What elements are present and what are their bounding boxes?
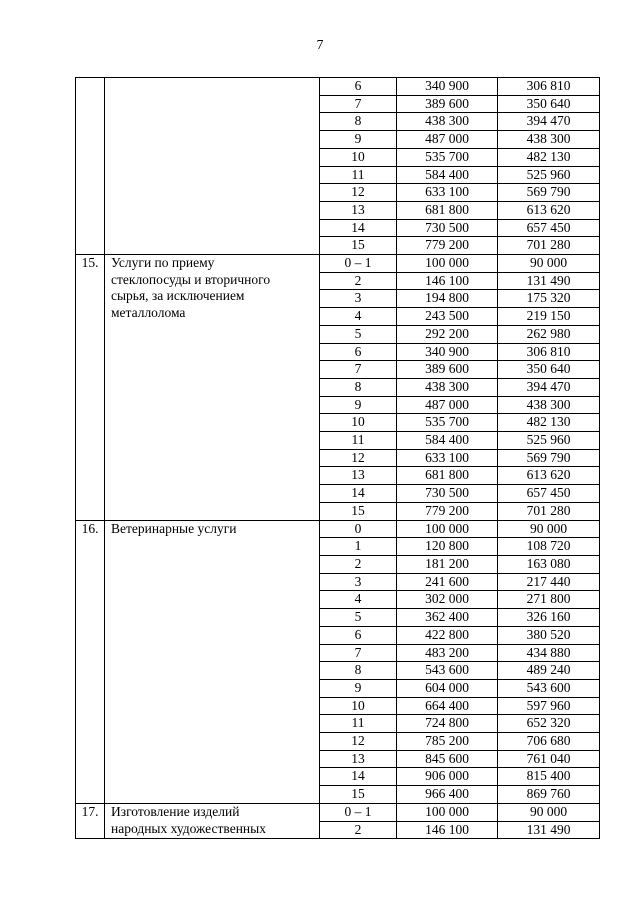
employee-count-cell: 2 <box>320 821 397 839</box>
amount-cell: 302 000 <box>397 591 498 609</box>
section-title: Услуги по приему стеклопосуды и вторичного сырья, за исключением металлолома <box>111 255 271 321</box>
table-row <box>76 520 600 538</box>
employee-count-cell: 4 <box>320 308 397 326</box>
employee-count-cell: 12 <box>320 733 397 751</box>
section-title-cell <box>105 520 320 803</box>
employee-count-cell: 8 <box>320 113 397 131</box>
amount-cell: 535 700 <box>397 414 498 432</box>
employee-count-cell: 12 <box>320 449 397 467</box>
discounted-amount-cell: 652 320 <box>498 715 600 733</box>
employee-count-cell: 6 <box>320 343 397 361</box>
discounted-amount-cell: 90 000 <box>498 803 600 821</box>
discounted-amount-cell: 262 980 <box>498 325 600 343</box>
amount-cell: 584 400 <box>397 432 498 450</box>
amount-cell: 664 400 <box>397 697 498 715</box>
discounted-amount-cell: 613 620 <box>498 201 600 219</box>
amount-cell: 241 600 <box>397 573 498 591</box>
amount-cell: 487 000 <box>397 131 498 149</box>
table-row <box>76 78 600 96</box>
amount-cell: 100 000 <box>397 520 498 538</box>
employee-count-cell: 9 <box>320 679 397 697</box>
discounted-amount-cell: 90 000 <box>498 255 600 273</box>
employee-count-cell: 13 <box>320 201 397 219</box>
discounted-amount-cell: 306 810 <box>498 78 600 96</box>
discounted-amount-cell: 597 960 <box>498 697 600 715</box>
discounted-amount-cell: 131 490 <box>498 821 600 839</box>
discounted-amount-cell: 326 160 <box>498 609 600 627</box>
discounted-amount-cell: 482 130 <box>498 414 600 432</box>
amount-cell: 181 200 <box>397 555 498 573</box>
amount-cell: 487 000 <box>397 396 498 414</box>
section-title-cell <box>105 803 320 838</box>
table-row <box>76 255 600 273</box>
table-row <box>76 803 600 821</box>
amount-cell: 633 100 <box>397 449 498 467</box>
amount-cell: 543 600 <box>397 662 498 680</box>
amount-cell: 422 800 <box>397 626 498 644</box>
discounted-amount-cell: 525 960 <box>498 432 600 450</box>
employee-count-cell: 7 <box>320 95 397 113</box>
discounted-amount-cell: 489 240 <box>498 662 600 680</box>
employee-count-cell: 12 <box>320 184 397 202</box>
employee-count-cell: 2 <box>320 272 397 290</box>
discounted-amount-cell: 815 400 <box>498 768 600 786</box>
section-number: 15. <box>76 255 105 521</box>
section-title-cell <box>105 78 320 255</box>
amount-cell: 730 500 <box>397 219 498 237</box>
amount-cell: 604 000 <box>397 679 498 697</box>
discounted-amount-cell: 438 300 <box>498 131 600 149</box>
amount-cell: 389 600 <box>397 95 498 113</box>
discounted-amount-cell: 90 000 <box>498 520 600 538</box>
discounted-amount-cell: 108 720 <box>498 538 600 556</box>
employee-count-cell: 15 <box>320 237 397 255</box>
amount-cell: 966 400 <box>397 786 498 804</box>
section-title: Изготовление изделий народных художественных <box>111 803 266 836</box>
discounted-amount-cell: 131 490 <box>498 272 600 290</box>
discounted-amount-cell: 350 640 <box>498 361 600 379</box>
amount-cell: 243 500 <box>397 308 498 326</box>
amount-cell: 906 000 <box>397 768 498 786</box>
employee-count-cell: 13 <box>320 467 397 485</box>
section-number <box>76 78 105 255</box>
employee-count-cell: 7 <box>320 644 397 662</box>
employee-count-cell: 5 <box>320 325 397 343</box>
discounted-amount-cell: 394 470 <box>498 378 600 396</box>
amount-cell: 785 200 <box>397 733 498 751</box>
employee-count-cell: 4 <box>320 591 397 609</box>
employee-count-cell: 0 – 1 <box>320 255 397 273</box>
amount-cell: 292 200 <box>397 325 498 343</box>
employee-count-cell: 15 <box>320 502 397 520</box>
discounted-amount-cell: 569 790 <box>498 449 600 467</box>
amount-cell: 438 300 <box>397 113 498 131</box>
amount-cell: 845 600 <box>397 750 498 768</box>
employee-count-cell: 10 <box>320 148 397 166</box>
employee-count-cell: 15 <box>320 786 397 804</box>
amount-cell: 438 300 <box>397 378 498 396</box>
fee-table-body <box>76 78 600 839</box>
amount-cell: 362 400 <box>397 609 498 627</box>
discounted-amount-cell: 482 130 <box>498 148 600 166</box>
employee-count-cell: 9 <box>320 396 397 414</box>
section-number: 17. <box>76 803 105 838</box>
employee-count-cell: 8 <box>320 378 397 396</box>
discounted-amount-cell: 163 080 <box>498 555 600 573</box>
employee-count-cell: 11 <box>320 432 397 450</box>
amount-cell: 779 200 <box>397 237 498 255</box>
employee-count-cell: 11 <box>320 166 397 184</box>
discounted-amount-cell: 543 600 <box>498 679 600 697</box>
employee-count-cell: 14 <box>320 219 397 237</box>
amount-cell: 340 900 <box>397 78 498 96</box>
discounted-amount-cell: 569 790 <box>498 184 600 202</box>
amount-cell: 194 800 <box>397 290 498 308</box>
employee-count-cell: 14 <box>320 485 397 503</box>
amount-cell: 584 400 <box>397 166 498 184</box>
employee-count-cell: 10 <box>320 414 397 432</box>
amount-cell: 146 100 <box>397 272 498 290</box>
section-title: Ветеринарные услуги <box>111 520 237 536</box>
discounted-amount-cell: 271 800 <box>498 591 600 609</box>
amount-cell: 633 100 <box>397 184 498 202</box>
employee-count-cell: 3 <box>320 573 397 591</box>
employee-count-cell: 3 <box>320 290 397 308</box>
discounted-amount-cell: 701 280 <box>498 237 600 255</box>
discounted-amount-cell: 869 760 <box>498 786 600 804</box>
discounted-amount-cell: 525 960 <box>498 166 600 184</box>
amount-cell: 730 500 <box>397 485 498 503</box>
employee-count-cell: 14 <box>320 768 397 786</box>
amount-cell: 483 200 <box>397 644 498 662</box>
employee-count-cell: 2 <box>320 555 397 573</box>
employee-count-cell: 10 <box>320 697 397 715</box>
employee-count-cell: 5 <box>320 609 397 627</box>
section-number: 16. <box>76 520 105 803</box>
amount-cell: 779 200 <box>397 502 498 520</box>
discounted-amount-cell: 380 520 <box>498 626 600 644</box>
employee-count-cell: 8 <box>320 662 397 680</box>
discounted-amount-cell: 657 450 <box>498 485 600 503</box>
amount-cell: 681 800 <box>397 467 498 485</box>
discounted-amount-cell: 217 440 <box>498 573 600 591</box>
amount-cell: 724 800 <box>397 715 498 733</box>
discounted-amount-cell: 175 320 <box>498 290 600 308</box>
page-number: 7 <box>316 37 324 52</box>
employee-count-cell: 7 <box>320 361 397 379</box>
employee-count-cell: 0 – 1 <box>320 803 397 821</box>
employee-count-cell: 0 <box>320 520 397 538</box>
discounted-amount-cell: 434 880 <box>498 644 600 662</box>
discounted-amount-cell: 394 470 <box>498 113 600 131</box>
employee-count-cell: 13 <box>320 750 397 768</box>
amount-cell: 389 600 <box>397 361 498 379</box>
amount-cell: 100 000 <box>397 803 498 821</box>
employee-count-cell: 6 <box>320 78 397 96</box>
amount-cell: 681 800 <box>397 201 498 219</box>
employee-count-cell: 9 <box>320 131 397 149</box>
fee-table <box>75 77 600 839</box>
amount-cell: 340 900 <box>397 343 498 361</box>
discounted-amount-cell: 706 680 <box>498 733 600 751</box>
section-title-cell <box>105 255 320 521</box>
discounted-amount-cell: 350 640 <box>498 95 600 113</box>
discounted-amount-cell: 219 150 <box>498 308 600 326</box>
discounted-amount-cell: 761 040 <box>498 750 600 768</box>
amount-cell: 120 800 <box>397 538 498 556</box>
discounted-amount-cell: 701 280 <box>498 502 600 520</box>
discounted-amount-cell: 657 450 <box>498 219 600 237</box>
amount-cell: 146 100 <box>397 821 498 839</box>
amount-cell: 100 000 <box>397 255 498 273</box>
amount-cell: 535 700 <box>397 148 498 166</box>
employee-count-cell: 1 <box>320 538 397 556</box>
employee-count-cell: 11 <box>320 715 397 733</box>
discounted-amount-cell: 438 300 <box>498 396 600 414</box>
discounted-amount-cell: 613 620 <box>498 467 600 485</box>
employee-count-cell: 6 <box>320 626 397 644</box>
discounted-amount-cell: 306 810 <box>498 343 600 361</box>
